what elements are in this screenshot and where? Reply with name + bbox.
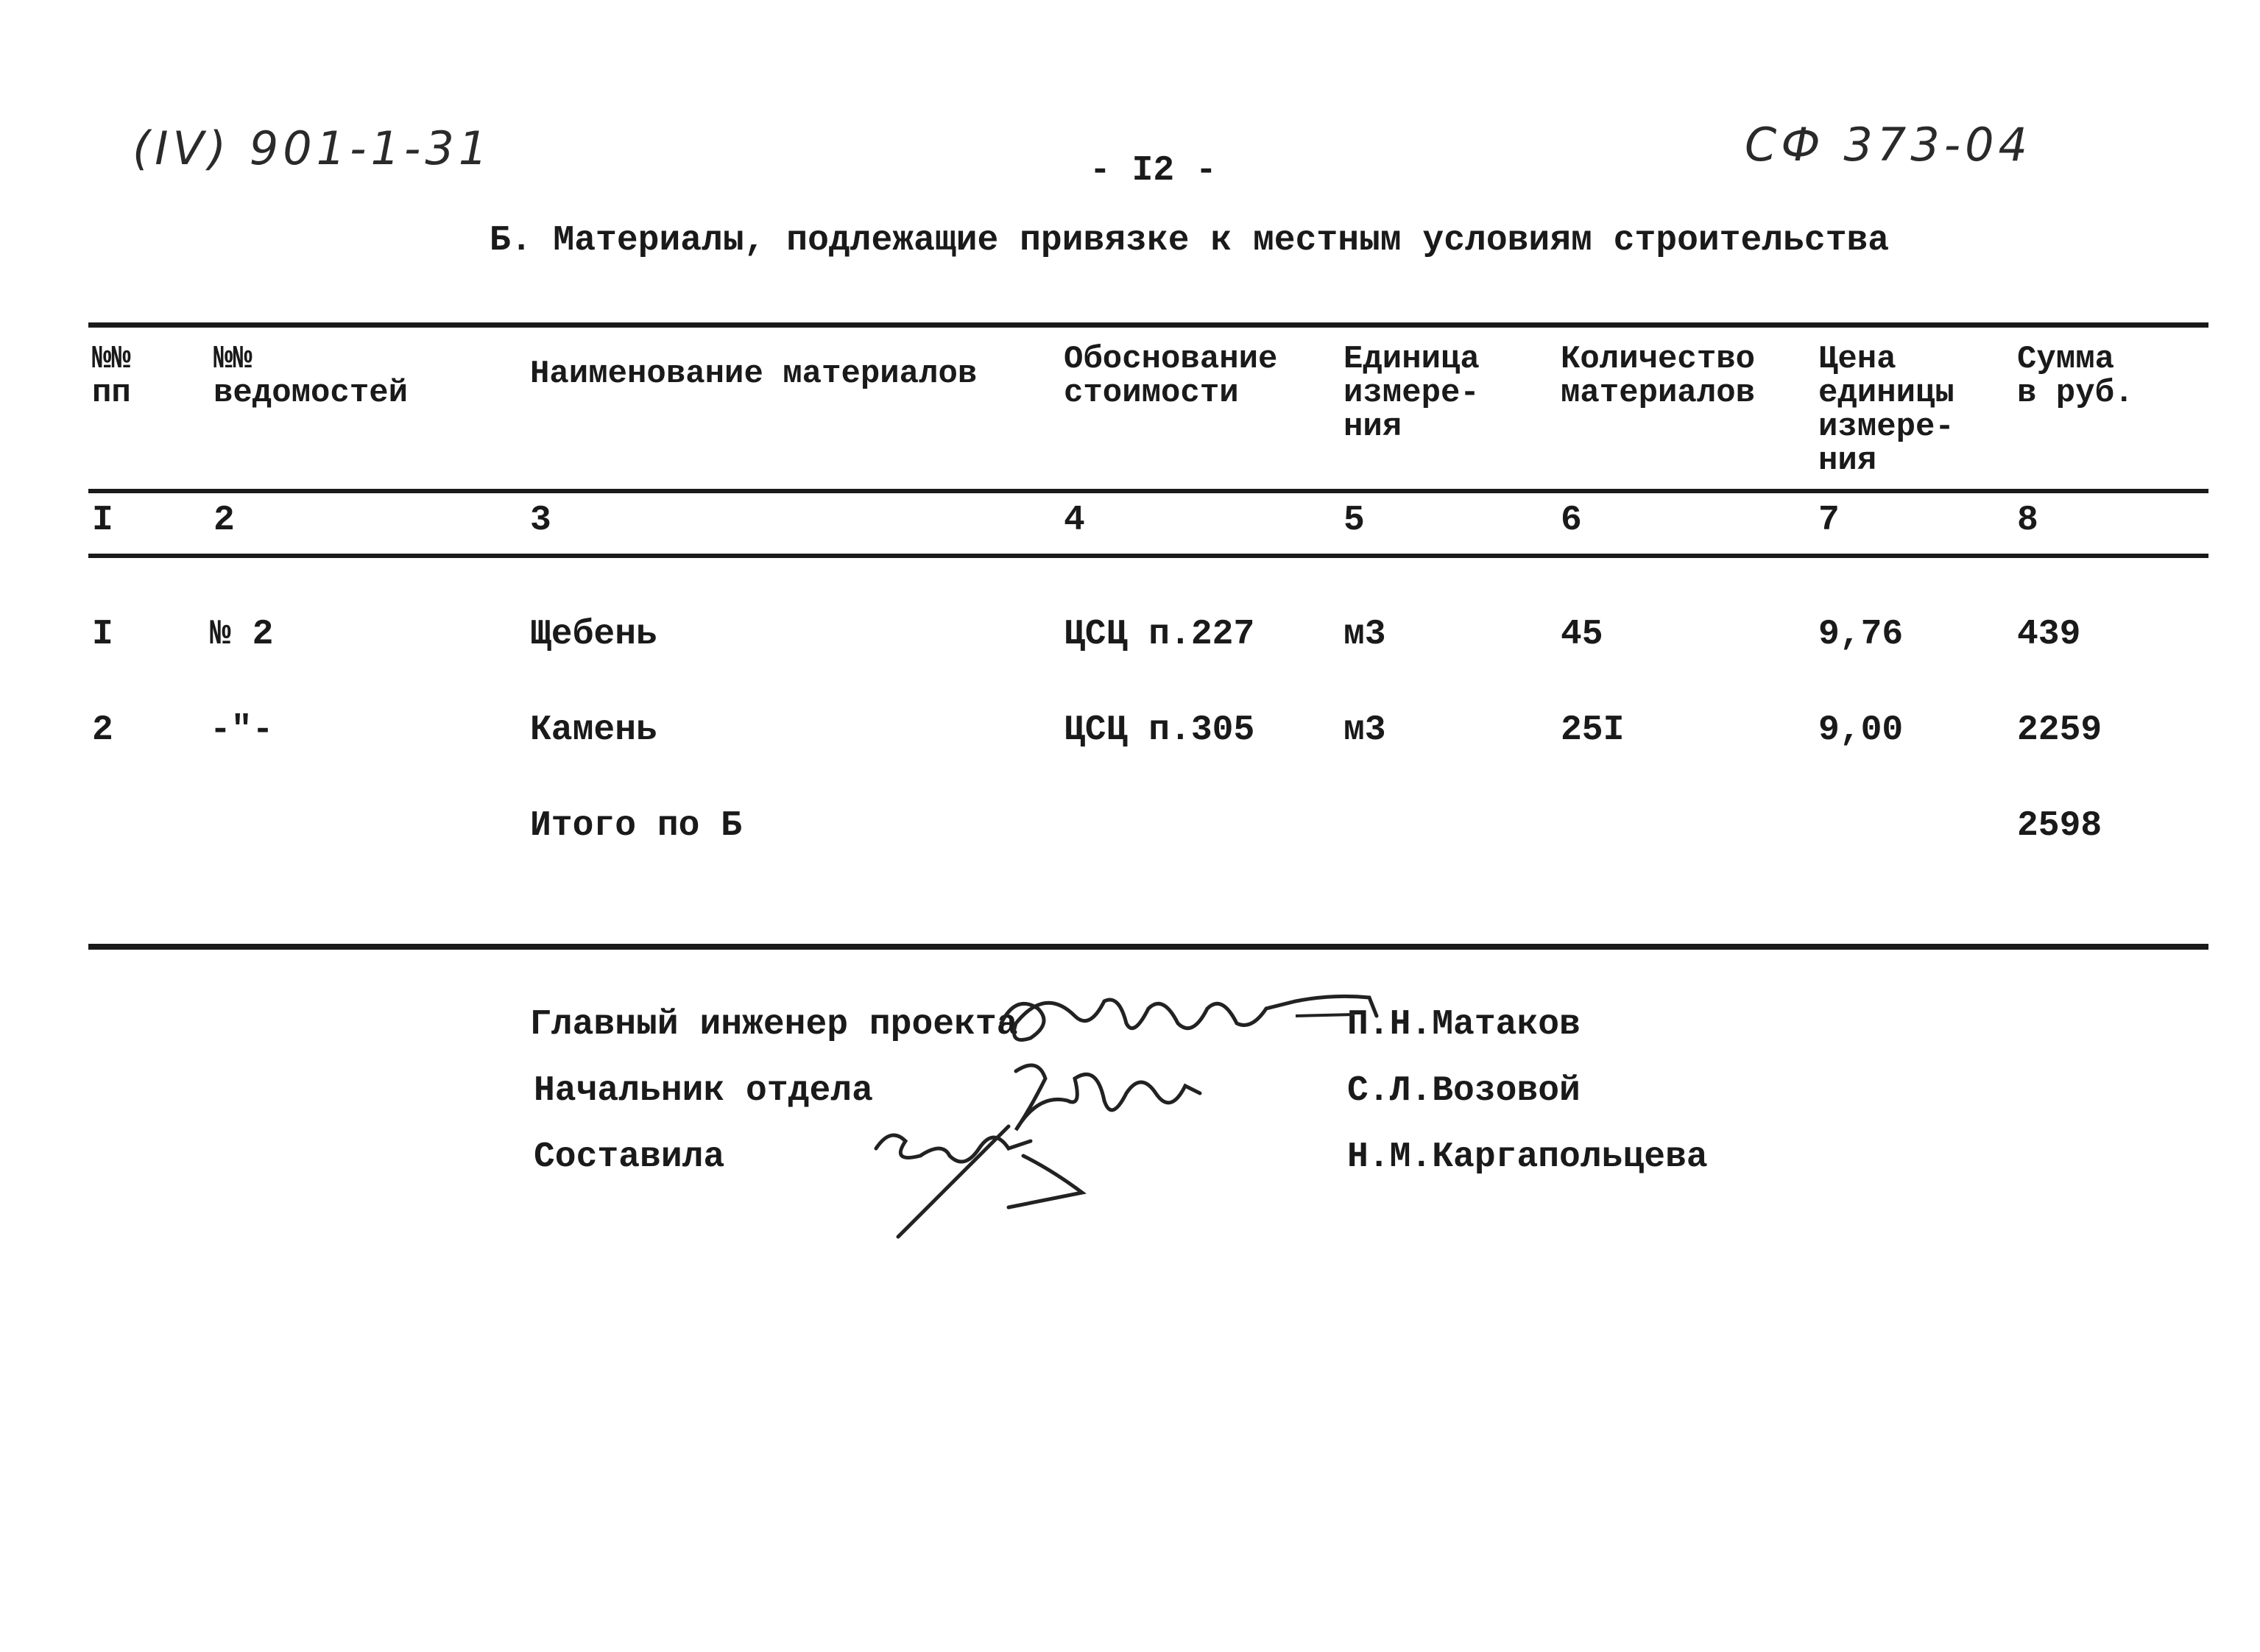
document-code-left: (IV) 901-1-31 bbox=[133, 121, 492, 175]
row2-qty: 25I bbox=[1561, 710, 1625, 750]
document-code-right: СФ 373-04 bbox=[1745, 118, 2032, 172]
row2-vedomost: -"- bbox=[210, 710, 274, 750]
chief-engineer-label: Главный инженер проекта bbox=[530, 1005, 1018, 1045]
col-header-name: Наименование материалов bbox=[530, 356, 978, 392]
col-header-basis: Обоснование стоимости bbox=[1064, 341, 1278, 412]
row1-unit: м3 bbox=[1343, 615, 1386, 654]
col-header-vedomost: №№ ведомостей bbox=[213, 341, 409, 412]
row2-pp: 2 bbox=[92, 710, 113, 750]
table-bottom-rule bbox=[88, 944, 2208, 950]
total-label: Итого по Б bbox=[530, 806, 743, 846]
section-title: Б. Материалы, подлежащие привязке к местным условиям строительства bbox=[490, 221, 1890, 261]
col-number-3: 3 bbox=[530, 501, 551, 540]
compiled-name: Н.М.Каргапольцева bbox=[1347, 1137, 1708, 1177]
dept-head-label: Начальник отдела bbox=[534, 1071, 873, 1111]
col-header-pp: №№ пп bbox=[92, 341, 131, 412]
row1-pp: I bbox=[92, 615, 113, 654]
numbers-bottom-rule bbox=[88, 554, 2208, 558]
page-number: - I2 - bbox=[1090, 151, 1217, 191]
col-header-qty: Количество материалов bbox=[1561, 341, 1756, 412]
col-number-2: 2 bbox=[213, 501, 235, 540]
row2-price: 9,00 bbox=[1818, 710, 1904, 750]
col-number-7: 7 bbox=[1818, 501, 1840, 540]
table-top-rule bbox=[88, 322, 2208, 328]
chief-engineer-name: П.Н.Матаков bbox=[1347, 1005, 1581, 1045]
row1-price: 9,76 bbox=[1818, 615, 1904, 654]
row2-name: Камень bbox=[530, 710, 657, 750]
total-sum: 2598 bbox=[2017, 806, 2102, 846]
col-number-1: I bbox=[92, 501, 113, 540]
col-number-5: 5 bbox=[1343, 501, 1365, 540]
col-number-4: 4 bbox=[1064, 501, 1085, 540]
row1-qty: 45 bbox=[1561, 615, 1603, 654]
row1-name: Щебень bbox=[530, 615, 657, 654]
row2-basis: ЦСЦ п.305 bbox=[1064, 710, 1255, 750]
row1-sum: 439 bbox=[2017, 615, 2081, 654]
header-bottom-rule bbox=[88, 489, 2208, 493]
col-number-6: 6 bbox=[1561, 501, 1582, 540]
col-header-sum: Сумма в руб. bbox=[2017, 341, 2134, 412]
row2-unit: м3 bbox=[1343, 710, 1386, 750]
col-header-price: Цена единицы измере- ния bbox=[1818, 341, 1954, 479]
dept-head-name: С.Л.Возовой bbox=[1347, 1071, 1581, 1111]
col-number-8: 8 bbox=[2017, 501, 2038, 540]
row1-vedomost: № 2 bbox=[210, 615, 274, 654]
row1-basis: ЦСЦ п.227 bbox=[1064, 615, 1255, 654]
col-header-unit: Единица измере- ния bbox=[1343, 341, 1480, 445]
row2-sum: 2259 bbox=[2017, 710, 2102, 750]
chief-engineer-signature bbox=[986, 972, 1384, 1060]
compiled-signature bbox=[861, 1112, 1112, 1244]
compiled-label: Составила bbox=[534, 1137, 725, 1177]
